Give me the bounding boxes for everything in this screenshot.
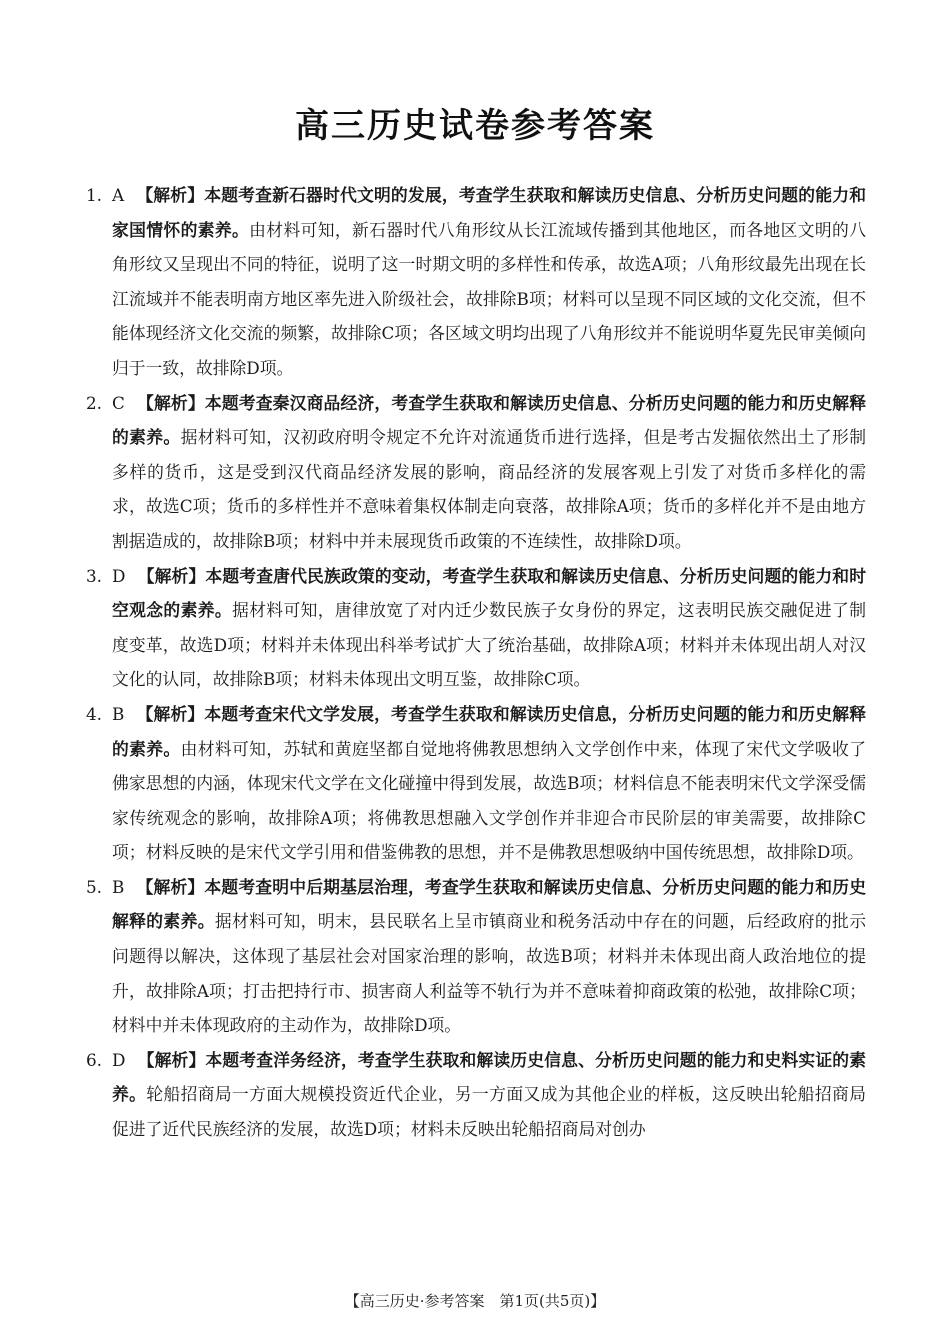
item-number: 3. [86,565,103,586]
item-lead: 本题考查宋代文学发展，考查学生获取和解读历史信息，分析历史问题的能力和历史解释的素养。 [112,703,866,759]
item-lead: 本题考查唐代民族政策的变动，考查学生获取和解读历史信息、分析历史问题的能力和时空观念的素养。 [112,565,866,621]
answer-item-2 [86,386,866,559]
item-number: 1. [86,185,103,205]
item-explanation: 轮船招商局一方面大规模投资近代企业，另一方面又成为其他企业的样板，这反映出轮船招商局促进了近代民族经济的发展，故选D项；材料未反映出轮船招商局对创办 [112,1084,866,1140]
item-answer: D [112,1049,126,1070]
item-lead: 本题考查洋务经济，考查学生获取和解读历史信息、分析历史问题的能力和史料实证的素养。 [112,1049,866,1105]
item-number: 2. [86,392,103,413]
item-number: 6. [86,1049,103,1070]
item-answer: A [112,185,125,205]
item-explanation: 由材料可知，新石器时代八角形纹从长江流域传播到其他地区，而各地区文明的八角形纹又呈现出不同的特征，说明了这一时期文明的多样性和传承，故选A项；八角形纹最先出现在长江流域并不能表明南方地区率先进入阶级社会，故排除B项；材料可以呈现不同区域的文化交流，但不能体现经济文化交流的频繁，故排除C项；各区域文明均出现了八角形纹并不能说明华夏先民审美倾向归于一致，故排除D项。 [112,219,866,378]
item-explanation: 据材料可知，汉初政府明令规定不允许对流通货币进行选择，但是考古发掘依然出土了形制多样的货币，这是受到汉代商品经济发展的影响，商品经济的发展客观上引发了对货币多样化的需求，故选C项；货币的多样性并不意味着集权体制走向衰落，故排除A项；货币的多样化并不是由地方割据造成的，故排除B项；材料中并未展现货币政策的不连续性，故排除D项。 [112,427,866,551]
answer-item-6 [86,1043,866,1147]
item-lead: 本题考查明中后期基层治理，考查学生获取和解读历史信息、分析历史问题的能力和历史解释的素养。 [112,876,866,932]
answer-item-1 [86,178,866,386]
item-number: 4. [86,703,103,724]
analysis-tag: 【解析】 [136,876,205,897]
item-lead: 本题考查秦汉商品经济，考查学生获取和解读历史信息、分析历史问题的能力和历史解释的素养。 [112,392,866,448]
answer-list [86,178,866,1147]
item-explanation: 据材料可知，明末，县民联名上呈市镇商业和税务活动中存在的问题，后经政府的批示问题得以解决，这体现了基层社会对国家治理的影响，故选B项；材料并未体现出商人政治地位的提升，故排除A项；打击把持行市、损害商人利益等不轨行为并不意味着抑商政策的松弛，故排除C项；材料中并未体现政府的主动作为，故排除D项。 [112,911,866,1036]
page-title: 高三历史试卷参考答案 [295,106,655,146]
page-footer [0,1290,950,1311]
answer-item-3 [86,559,866,697]
item-answer: C [112,392,125,413]
item-answer: B [112,876,125,897]
item-answer: D [112,565,126,586]
answer-item-5 [86,870,866,1043]
analysis-tag: 【解析】 [136,392,205,413]
item-lead: 本题考查新石器时代文明的发展，考查学生获取和解读历史信息、分析历史问题的能力和家国情怀的素养。 [112,185,866,240]
item-answer: B [112,703,125,724]
answer-item-4 [86,697,866,870]
footer-text: 【高三历史·参考答案 第1页(共5页)】 [344,1292,606,1310]
analysis-tag: 【解析】 [137,1049,206,1070]
item-explanation: 据材料可知，唐律放宽了对内迁少数民族子女身份的界定，这表明民族交融促进了制度变革，故选D项；材料并未体现出科举考试扩大了统治基础，故排除A项；材料并未体现出胡人对汉文化的认同，故排除B项；材料未体现出文明互鉴，故排除C项。 [112,600,866,690]
analysis-tag: 【解析】 [136,703,205,724]
analysis-tag: 【解析】 [136,185,205,205]
item-number: 5. [86,876,103,897]
analysis-tag: 【解析】 [137,565,206,586]
item-explanation: 由材料可知，苏轼和黄庭坚都自觉地将佛教思想纳入文学创作中来，体现了宋代文学吸收了佛家思想的内涵，体现宋代文学在文化碰撞中得到发展，故选B项；材料信息不能表明宋代文学深受儒家传统观念的影响，故排除A项；将佛教思想融入文学创作并非迎合市民阶层的审美需要，故排除C项；材料反映的是宋代文学引用和借鉴佛教的思想，并不是佛教思想吸纳中国传统思想，故排除D项。 [112,738,866,863]
